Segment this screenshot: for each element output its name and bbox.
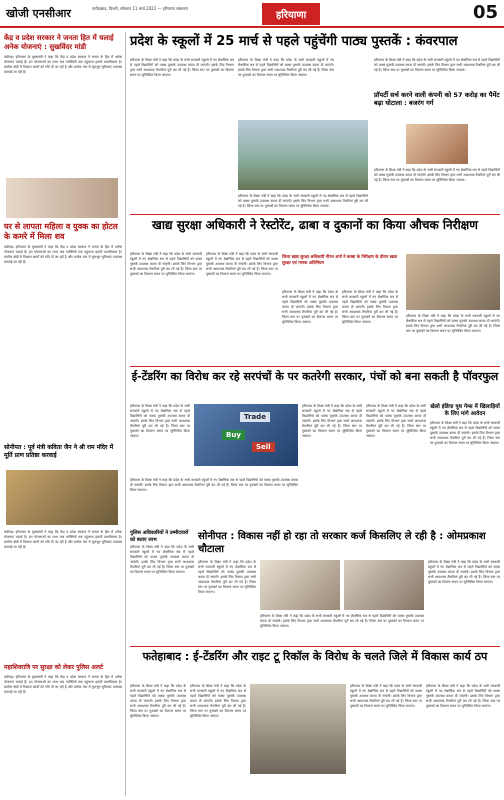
chautala-story xyxy=(198,530,500,556)
food-body-3: हरियाणा के शिक्षा मंत्री ने कहा कि प्रदेश के सभी सरकारी स्कूलों में नए शैक्षणिक सत्र से पहले विद्यार्थियों को पाठ्य पुस्तकें उपलब्ध करवा दी जाएंगी। इसके लिए विभाग द्वारा सभी आवश्यक तैयारियां पूरी कर ली गई हैं। जिला स्तर पर पुस्तकों का वितरण समय पर सुनिश्चित किया जाएगा। xyxy=(282,290,338,324)
fatehabad-headline: फतेहाबाद : ई-टेंडरिंग और राइट टू रिकॉल के विरोध के चलते जिले में विकास कार्य ठप xyxy=(142,650,488,663)
khelo-india-headline: खेलो इंडिया यूथ गेम्स में खिलाड़ियों के लिए मांगे आवेदन xyxy=(430,404,500,417)
news-photo-villagers xyxy=(250,684,346,774)
etender-body-3: हरियाणा के शिक्षा मंत्री ने कहा कि प्रदेश के सभी सरकारी स्कूलों में नए शैक्षणिक सत्र से पहले विद्यार्थियों को पाठ्य पुस्तकें उपलब्ध करवा दी जाएंगी। इसके लिए विभाग द्वारा सभी आवश्यक तैयारियां पूरी कर ली गई हैं। जिला स्तर पर पुस्तकों का वितरण समय पर सुनिश्चित किया जाएगा। xyxy=(302,404,362,438)
left-headline-4: महाशिवरात्रि पर सुरक्षा को लेकर पुलिस अलर्ट xyxy=(4,664,103,671)
section-label: हरियाणा xyxy=(262,3,320,25)
police-headline: पुलिस अधिकारियों ने उम्मीदवारों को बताए लाभ xyxy=(130,530,189,543)
left-story-3 xyxy=(4,444,122,460)
left-headline-3: सोनीपत : पूर्व मंत्री कविता जैन ने श्री राम मंदिर में मूर्ति प्राण प्रतिष्ठा करवाई xyxy=(4,444,114,459)
page-number: 05 xyxy=(472,2,498,23)
right-body-1: हरियाणा के शिक्षा मंत्री ने कहा कि प्रदेश के सभी सरकारी स्कूलों में नए शैक्षणिक सत्र से पहले विद्यार्थियों को पाठ्य पुस्तकें उपलब्ध करवा दी जाएंगी। इसके लिए विभाग द्वारा सभी आवश्यक तैयारियां पूरी कर ली गई हैं। जिला स्तर पर पुस्तकों का वितरण समय पर सुनिश्चित किया जाएगा। xyxy=(374,168,500,182)
left-column xyxy=(4,34,122,165)
chautala-body-3: हरियाणा के शिक्षा मंत्री ने कहा कि प्रदेश के सभी सरकारी स्कूलों में नए शैक्षणिक सत्र से पहले विद्यार्थियों को पाठ्य पुस्तकें उपलब्ध करवा दी जाएंगी। इसके लिए विभाग द्वारा सभी आवश्यक तैयारियां पूरी कर ली गई हैं। जिला स्तर पर पुस्तकों का वितरण समय पर सुनिश्चित किया जाएगा। xyxy=(428,560,500,584)
main-body-col-1: हरियाणा के शिक्षा मंत्री ने कहा कि प्रदेश के सभी सरकारी स्कूलों में नए शैक्षणिक सत्र से पहले विद्यार्थियों को पाठ्य पुस्तकें उपलब्ध करवा दी जाएंगी। इसके लिए विभाग द्वारा सभी आवश्यक तैयारियां पूरी कर ली गई हैं। जिला स्तर पर पुस्तकों का वितरण समय पर सुनिश्चित किया जाएगा। xyxy=(130,58,234,77)
column-divider xyxy=(125,32,126,796)
fatehabad-story xyxy=(130,650,500,664)
news-photo-portrait xyxy=(406,124,468,164)
chautala-body-1: हरियाणा के शिक्षा मंत्री ने कहा कि प्रदेश के सभी सरकारी स्कूलों में नए शैक्षणिक सत्र से पहले विद्यार्थियों को पाठ्य पुस्तकें उपलब्ध करवा दी जाएंगी। इसके लिए विभाग द्वारा सभी आवश्यक तैयारियां पूरी कर ली गई हैं। जिला स्तर पर पुस्तकों का वितरण समय पर सुनिश्चित किया जाएगा। xyxy=(198,560,256,594)
main-story xyxy=(130,34,500,50)
right-body-top: हरियाणा के शिक्षा मंत्री ने कहा कि प्रदेश के सभी सरकारी स्कूलों में नए शैक्षणिक सत्र से पहले विद्यार्थियों को पाठ्य पुस्तकें उपलब्ध करवा दी जाएंगी। इसके लिए विभाग द्वारा सभी आवश्यक तैयारियां पूरी कर ली गई हैं। जिला स्तर पर पुस्तकों का वितरण समय पर सुनिश्चित किया जाएगा। xyxy=(374,58,500,72)
main-body-col-2: हरियाणा के शिक्षा मंत्री ने कहा कि प्रदेश के सभी सरकारी स्कूलों में नए शैक्षणिक सत्र से पहले विद्यार्थियों को पाठ्य पुस्तकें उपलब्ध करवा दी जाएंगी। इसके लिए विभाग द्वारा सभी आवश्यक तैयारियां पूरी कर ली गई हैं। जिला स्तर पर पुस्तकों का वितरण समय पर सुनिश्चित किया जाएगा। xyxy=(238,58,334,77)
fatehabad-body-3: हरियाणा के शिक्षा मंत्री ने कहा कि प्रदेश के सभी सरकारी स्कूलों में नए शैक्षणिक सत्र से पहले विद्यार्थियों को पाठ्य पुस्तकें उपलब्ध करवा दी जाएंगी। इसके लिए विभाग द्वारा सभी आवश्यक तैयारियां पूरी कर ली गई हैं। जिला स्तर पर पुस्तकों का वितरण समय पर सुनिश्चित किया जाएगा। xyxy=(350,684,422,708)
food-safety-headline: खाद्य सुरक्षा अधिकारी ने रेस्टोरेंट, ढाबा व दुकानों का किया औचक निरीक्षण xyxy=(152,218,478,232)
fatehabad-body-4: हरियाणा के शिक्षा मंत्री ने कहा कि प्रदेश के सभी सरकारी स्कूलों में नए शैक्षणिक सत्र से पहले विद्यार्थियों को पाठ्य पुस्तकें उपलब्ध करवा दी जाएंगी। इसके लिए विभाग द्वारा सभी आवश्यक तैयारियां पूरी कर ली गई हैं। जिला स्तर पर पुस्तकों का वितरण समय पर सुनिश्चित किया जाएगा। xyxy=(426,684,500,708)
police-story xyxy=(130,530,194,645)
divider-rule xyxy=(130,214,500,215)
main-body-col-3: हरियाणा के शिक्षा मंत्री ने कहा कि प्रदेश के सभी सरकारी स्कूलों में नए शैक्षणिक सत्र से पहले विद्यार्थियों को पाठ्य पुस्तकें उपलब्ध करवा दी जाएंगी। इसके लिए विभाग द्वारा सभी आवश्यक तैयारियां पूरी कर ली गई हैं। जिला स्तर पर पुस्तकों का वितरण समय पर सुनिश्चित किया जाएगा। xyxy=(238,194,368,208)
left-body-1: चंडीगढ़। हरियाणा के मुख्यमंत्री ने कहा कि केंद्र व प्रदेश सरकार ने जनता के हित में अनेक योजनाएं चलाई हैं। इन योजनाओं का लाभ पात्र व्यक्तियों तक पहुंचाना हमारी प्राथमिकता है। ग्रामीण क्षेत्रों में विकास कार्यों को गति दी जा रही है और प्रत्येक गांव में मूलभूत सुविधाएं उपलब्ध करवाई जा रही हैं। xyxy=(4,55,122,74)
key-buy: Buy xyxy=(222,430,245,440)
news-photo-rally xyxy=(344,560,424,610)
newspaper-name: खोजी एनसीआर xyxy=(6,7,71,20)
fatehabad-body-1: हरियाणा के शिक्षा मंत्री ने कहा कि प्रदेश के सभी सरकारी स्कूलों में नए शैक्षणिक सत्र से पहले विद्यार्थियों को पाठ्य पुस्तकें उपलब्ध करवा दी जाएंगी। इसके लिए विभाग द्वारा सभी आवश्यक तैयारियां पूरी कर ली गई हैं। जिला स्तर पर पुस्तकों का वितरण समय पर सुनिश्चित किया जाएगा। xyxy=(130,684,186,718)
etender-body-4: हरियाणा के शिक्षा मंत्री ने कहा कि प्रदेश के सभी सरकारी स्कूलों में नए शैक्षणिक सत्र से पहले विद्यार्थियों को पाठ्य पुस्तकें उपलब्ध करवा दी जाएंगी। इसके लिए विभाग द्वारा सभी आवश्यक तैयारियां पूरी कर ली गई हैं। जिला स्तर पर पुस्तकों का वितरण समय पर सुनिश्चित किया जाएगा। xyxy=(366,404,426,438)
divider-rule-2 xyxy=(130,366,500,367)
etender-body-1: हरियाणा के शिक्षा मंत्री ने कहा कि प्रदेश के सभी सरकारी स्कूलों में नए शैक्षणिक सत्र से पहले विद्यार्थियों को पाठ्य पुस्तकें उपलब्ध करवा दी जाएंगी। इसके लिए विभाग द्वारा सभी आवश्यक तैयारियां पूरी कर ली गई हैं। जिला स्तर पर पुस्तकों का वितरण समय पर सुनिश्चित किया जाएगा। xyxy=(130,404,190,438)
left-headline-2: घर से लापता महिला व युवक का होटल के कमरे में मिला शव xyxy=(4,222,118,241)
news-photo-hands xyxy=(6,178,118,218)
key-trade: Trade xyxy=(240,412,270,422)
right-headline-1: प्रॉपर्टी सर्च करने वाली कंपनी को 57 करोड़ का पैमेंट बढ़ा घोटाला : बजरंग गर्ग xyxy=(374,91,500,107)
news-photo-students xyxy=(238,120,368,190)
left-headline-1: केंद्र व प्रदेश सरकार ने जनता हित में चलाई अनेक योजनाएं : सुखविंदर मांडी xyxy=(4,34,114,51)
etender-story xyxy=(130,370,500,384)
main-headline: प्रदेश के स्कूलों में 25 मार्च से पहले पहुंचेंगी पाठ्य पुस्तकें : कंवरपाल xyxy=(130,34,458,49)
news-photo-temple xyxy=(6,470,118,525)
left-body-4: चंडीगढ़। हरियाणा के मुख्यमंत्री ने कहा कि केंद्र व प्रदेश सरकार ने जनता के हित में अनेक योजनाएं चलाई हैं। इन योजनाओं का लाभ पात्र व्यक्तियों तक पहुंचाना हमारी प्राथमिकता है। ग्रामीण क्षेत्रों में विकास कार्यों को गति दी जा रही है और प्रत्येक गांव में मूलभूत सुविधाएं उपलब्ध करवाई जा रही हैं। xyxy=(4,675,122,694)
chautala-headline: सोनीपत : विकास नहीं हो रहा तो सरकार कर्ज किसलिए ले रही है : ओमप्रकाश चौटाला xyxy=(198,531,486,555)
food-body-4: हरियाणा के शिक्षा मंत्री ने कहा कि प्रदेश के सभी सरकारी स्कूलों में नए शैक्षणिक सत्र से पहले विद्यार्थियों को पाठ्य पुस्तकें उपलब्ध करवा दी जाएंगी। इसके लिए विभाग द्वारा सभी आवश्यक तैयारियां पूरी कर ली गई हैं। जिला स्तर पर पुस्तकों का वितरण समय पर सुनिश्चित किया जाएगा। xyxy=(342,290,398,324)
right-story-1 xyxy=(374,58,500,107)
khelo-india-body: हरियाणा के शिक्षा मंत्री ने कहा कि प्रदेश के सभी सरकारी स्कूलों में नए शैक्षणिक सत्र से पहले विद्यार्थियों को पाठ्य पुस्तकें उपलब्ध करवा दी जाएंगी। इसके लिए विभाग द्वारा सभी आवश्यक तैयारियां पूरी कर ली गई हैं। जिला स्तर पर पुस्तकों का वितरण समय पर सुनिश्चित किया जाएगा। xyxy=(430,421,500,445)
food-body-5: हरियाणा के शिक्षा मंत्री ने कहा कि प्रदेश के सभी सरकारी स्कूलों में नए शैक्षणिक सत्र से पहले विद्यार्थियों को पाठ्य पुस्तकें उपलब्ध करवा दी जाएंगी। इसके लिए विभाग द्वारा सभी आवश्यक तैयारियां पूरी कर ली गई हैं। जिला स्तर पर पुस्तकों का वितरण समय पर सुनिश्चित किया जाएगा। xyxy=(406,314,500,333)
key-sell: Sell xyxy=(252,442,275,452)
left-body-3: चंडीगढ़। हरियाणा के मुख्यमंत्री ने कहा कि केंद्र व प्रदेश सरकार ने जनता के हित में अनेक योजनाएं चलाई हैं। इन योजनाओं का लाभ पात्र व्यक्तियों तक पहुंचाना हमारी प्राथमिकता है। ग्रामीण क्षेत्रों में विकास कार्यों को गति दी जा रही है और प्रत्येक गांव में मूलभूत सुविधाएं उपलब्ध करवाई जा रही हैं। xyxy=(4,530,122,549)
fatehabad-body-2: हरियाणा के शिक्षा मंत्री ने कहा कि प्रदेश के सभी सरकारी स्कूलों में नए शैक्षणिक सत्र से पहले विद्यार्थियों को पाठ्य पुस्तकें उपलब्ध करवा दी जाएंगी। इसके लिए विभाग द्वारा सभी आवश्यक तैयारियां पूरी कर ली गई हैं। जिला स्तर पर पुस्तकों का वितरण समय पर सुनिश्चित किया जाएगा। xyxy=(190,684,246,718)
etender-headline: ई-टेंडरिंग का विरोध कर रहे सरपंचों के पर कतरेगी सरकार, पंचों को बना सकती है पॉवरफुल xyxy=(131,370,499,383)
news-photo-inspection xyxy=(406,254,500,310)
chautala-body-2: हरियाणा के शिक्षा मंत्री ने कहा कि प्रदेश के सभी सरकारी स्कूलों में नए शैक्षणिक सत्र से पहले विद्यार्थियों को पाठ्य पुस्तकें उपलब्ध करवा दी जाएंगी। इसके लिए विभाग द्वारा सभी आवश्यक तैयारियां पूरी कर ली गई हैं। जिला स्तर पर पुस्तकों का वितरण समय पर सुनिश्चित किया जाएगा। xyxy=(260,614,424,628)
food-body-2: हरियाणा के शिक्षा मंत्री ने कहा कि प्रदेश के सभी सरकारी स्कूलों में नए शैक्षणिक सत्र से पहले विद्यार्थियों को पाठ्य पुस्तकें उपलब्ध करवा दी जाएंगी। इसके लिए विभाग द्वारा सभी आवश्यक तैयारियां पूरी कर ली गई हैं। जिला स्तर पर पुस्तकों का वितरण समय पर सुनिश्चित किया जाएगा। xyxy=(206,252,278,276)
khelo-india-story xyxy=(430,404,500,541)
edition-meta: फरीदाबाद, दिल्ली, सोमवार 11 मार्च 2022 — हरियाणा संस्करण xyxy=(92,6,188,11)
food-body-1: हरियाणा के शिक्षा मंत्री ने कहा कि प्रदेश के सभी सरकारी स्कूलों में नए शैक्षणिक सत्र से पहले विद्यार्थियों को पाठ्य पुस्तकें उपलब्ध करवा दी जाएंगी। इसके लिए विभाग द्वारा सभी आवश्यक तैयारियां पूरी कर ली गई हैं। जिला स्तर पर पुस्तकों का वितरण समय पर सुनिश्चित किया जाएगा। xyxy=(130,252,202,276)
news-photo-chautala xyxy=(260,560,340,610)
masthead xyxy=(0,0,504,28)
food-safety-story xyxy=(130,218,500,233)
etender-body-2: हरियाणा के शिक्षा मंत्री ने कहा कि प्रदेश के सभी सरकारी स्कूलों में नए शैक्षणिक सत्र से पहले विद्यार्थियों को पाठ्य पुस्तकें उपलब्ध करवा दी जाएंगी। इसके लिए विभाग द्वारा सभी आवश्यक तैयारियां पूरी कर ली गई हैं। जिला स्तर पर पुस्तकों का वितरण समय पर सुनिश्चित किया जाएगा। xyxy=(130,478,298,492)
police-body: हरियाणा के शिक्षा मंत्री ने कहा कि प्रदेश के सभी सरकारी स्कूलों में नए शैक्षणिक सत्र से पहले विद्यार्थियों को पाठ्य पुस्तकें उपलब्ध करवा दी जाएंगी। इसके लिए विभाग द्वारा सभी आवश्यक तैयारियां पूरी कर ली गई हैं। जिला स्तर पर पुस्तकों का वितरण समय पर सुनिश्चित किया जाएगा। xyxy=(130,545,194,574)
left-story-2 xyxy=(4,222,122,435)
left-body-2: चंडीगढ़। हरियाणा के मुख्यमंत्री ने कहा कि केंद्र व प्रदेश सरकार ने जनता के हित में अनेक योजनाएं चलाई हैं। इन योजनाओं का लाभ पात्र व्यक्तियों तक पहुंचाना हमारी प्राथमिकता है। ग्रामीण क्षेत्रों में विकास कार्यों को गति दी जा रही है और प्रत्येक गांव में मूलभूत सुविधाएं उपलब्ध करवाई जा रही हैं। xyxy=(4,245,122,264)
ad-image-keyboard xyxy=(194,404,298,466)
divider-rule-3 xyxy=(130,646,500,647)
food-pull-quote: जिला खाद्य सुरक्षा अधिकारी नीरज शर्मा ने कस्बा के निरीक्षण के दौरान खाद्य सुरक्षा एवं मानक अधिनियम xyxy=(282,254,397,265)
left-story-4 xyxy=(4,664,122,799)
